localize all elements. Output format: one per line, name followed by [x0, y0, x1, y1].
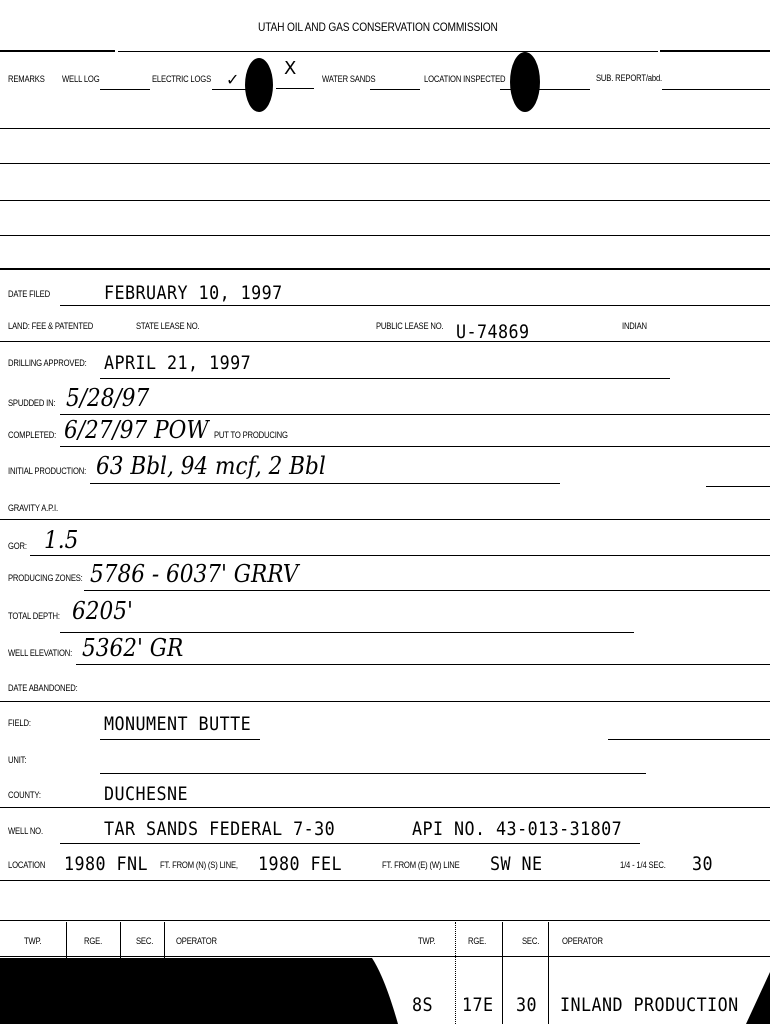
water-sands-label: WATER SANDS [322, 74, 376, 84]
unit-label: UNIT: [8, 755, 27, 765]
well-no-label: WELL NO. [8, 826, 43, 836]
spudded-in-value: 5/28/97 [66, 384, 150, 412]
section-separator [0, 268, 770, 270]
location-ew-value: 1980 FEL [258, 853, 343, 875]
table-col-divider-dotted [455, 922, 456, 1024]
table-col-divider-3 [164, 922, 165, 958]
remark-line-4 [0, 235, 770, 236]
location-inspected-label: LOCATION INSPECTED [424, 74, 506, 84]
location-ew-label: FT. FROM (E) (W) LINE [382, 860, 460, 870]
location-qq-label: 1/4 - 1/4 SEC. [620, 860, 666, 870]
gor-value: 1.5 [44, 526, 79, 554]
table-row-rge: 17E [462, 994, 494, 1016]
initial-production-value: 63 Bbl, 94 mcf, 2 Bbl [96, 452, 326, 480]
county-value: DUCHESNE [104, 783, 189, 805]
well-log-line [100, 89, 150, 90]
table-col-divider-5 [548, 922, 549, 1024]
table-header-twp-right: TWP. [418, 936, 436, 946]
remark-line-3 [0, 200, 770, 201]
table-header-line [0, 956, 770, 957]
county-line [0, 807, 770, 808]
total-depth-value: 6205' [72, 597, 133, 625]
water-sands-line [370, 89, 420, 90]
table-header-rge-right: RGE. [468, 936, 487, 946]
well-log-label: WELL LOG [62, 74, 100, 84]
table-col-divider-1 [66, 922, 67, 958]
top-border-mid [118, 51, 658, 52]
location-inspected-line [500, 89, 590, 90]
punch-hole-left-icon [245, 58, 273, 112]
date-filed-label: DATE FILED [8, 289, 50, 299]
table-header-twp-left: TWP. [24, 936, 42, 946]
spudded-in-label: SPUDDED IN: [8, 398, 56, 408]
table-header-operator-left: OPERATOR [176, 936, 217, 946]
land-line [0, 341, 770, 342]
sub-report-line [662, 89, 770, 90]
table-header-operator-right: OPERATOR [562, 936, 603, 946]
completed-label: COMPLETED: [8, 430, 57, 440]
field-line-right [608, 739, 770, 740]
redaction-corner-right [742, 972, 770, 1024]
table-header-sec-right: SEC. [522, 936, 540, 946]
electric-logs-label: ELECTRIC LOGS [152, 74, 212, 84]
producing-zones-line [84, 590, 770, 591]
initial-production-line [90, 483, 560, 484]
x-mark: X [284, 58, 297, 79]
location-sec-value: 30 [692, 853, 714, 875]
top-border-left [0, 50, 115, 52]
public-lease-value: U-74869 [456, 321, 530, 343]
field-value: MONUMENT BUTTE [104, 713, 252, 735]
drilling-approved-label: DRILLING APPROVED: [8, 358, 87, 368]
field-line [100, 739, 260, 740]
date-abandoned-label: DATE ABANDONED: [8, 683, 78, 693]
table-col-divider-4 [502, 922, 503, 1024]
initial-production-line-right [706, 486, 770, 487]
indian-label: INDIAN [622, 321, 647, 331]
location-line [0, 880, 770, 881]
completed-line [60, 446, 770, 447]
table-header-rge-left: RGE. [84, 936, 103, 946]
drilling-approved-value: APRIL 21, 1997 [104, 352, 252, 374]
date-abandoned-line [0, 701, 770, 702]
table-header-sec-left: SEC. [136, 936, 154, 946]
public-lease-label: PUBLIC LEASE NO. [376, 321, 444, 331]
table-row-operator: INLAND PRODUCTION [560, 994, 739, 1016]
state-lease-label: STATE LEASE NO. [136, 321, 200, 331]
gravity-api-label: GRAVITY A.P.I. [8, 503, 58, 513]
well-no-line [60, 843, 640, 844]
redaction-block [0, 958, 400, 1024]
location-label: LOCATION [8, 860, 46, 870]
land-fee-patented-label: LAND: FEE & PATENTED [8, 321, 94, 331]
well-elevation-label: WELL ELEVATION: [8, 648, 73, 658]
location-qq-value: SW NE [490, 853, 543, 875]
producing-zones-value: 5786 - 6037' GRRV [90, 560, 299, 588]
total-depth-label: TOTAL DEPTH: [8, 611, 60, 621]
location-ns-value: 1980 FNL [64, 853, 149, 875]
gor-label: GOR: [8, 541, 27, 551]
date-filed-line [60, 305, 770, 306]
api-no-value: API NO. 43-013-31807 [412, 818, 623, 840]
well-no-value: TAR SANDS FEDERAL 7-30 [104, 818, 336, 840]
punch-hole-right-icon [510, 52, 540, 112]
initial-production-label: INITIAL PRODUCTION: [8, 466, 87, 476]
table-row-sec: 30 [516, 994, 538, 1016]
form-title: UTAH OIL AND GAS CONSERVATION COMMISSION [258, 20, 498, 34]
remarks-label: REMARKS [8, 74, 45, 84]
completed-value: 6/27/97 POW [64, 416, 209, 444]
put-to-producing-label: PUT TO PRODUCING [214, 430, 288, 440]
x-mark-line [276, 88, 314, 89]
remark-line-1 [0, 128, 770, 129]
drilling-approved-line [100, 378, 670, 379]
well-elevation-value: 5362' GR [82, 634, 184, 662]
field-label: FIELD: [8, 718, 31, 728]
gravity-api-line [0, 519, 770, 520]
table-row-twp: 8S [412, 994, 434, 1016]
date-filed-value: FEBRUARY 10, 1997 [104, 282, 283, 304]
top-border-right [660, 50, 770, 52]
spudded-in-line [60, 414, 770, 415]
table-col-divider-2 [120, 922, 121, 958]
well-elevation-line [76, 664, 770, 665]
total-depth-line [60, 632, 634, 633]
checkmark-icon: ✓ [226, 70, 240, 89]
gor-line [30, 555, 770, 556]
county-label: COUNTY: [8, 790, 41, 800]
sub-report-label: SUB. REPORT/abd. [596, 73, 663, 83]
location-ns-label: FT. FROM (N) (S) LINE, [160, 860, 238, 870]
remark-line-2 [0, 163, 770, 164]
table-top-line [0, 920, 770, 921]
producing-zones-label: PRODUCING ZONES: [8, 573, 83, 583]
unit-line [100, 773, 646, 774]
